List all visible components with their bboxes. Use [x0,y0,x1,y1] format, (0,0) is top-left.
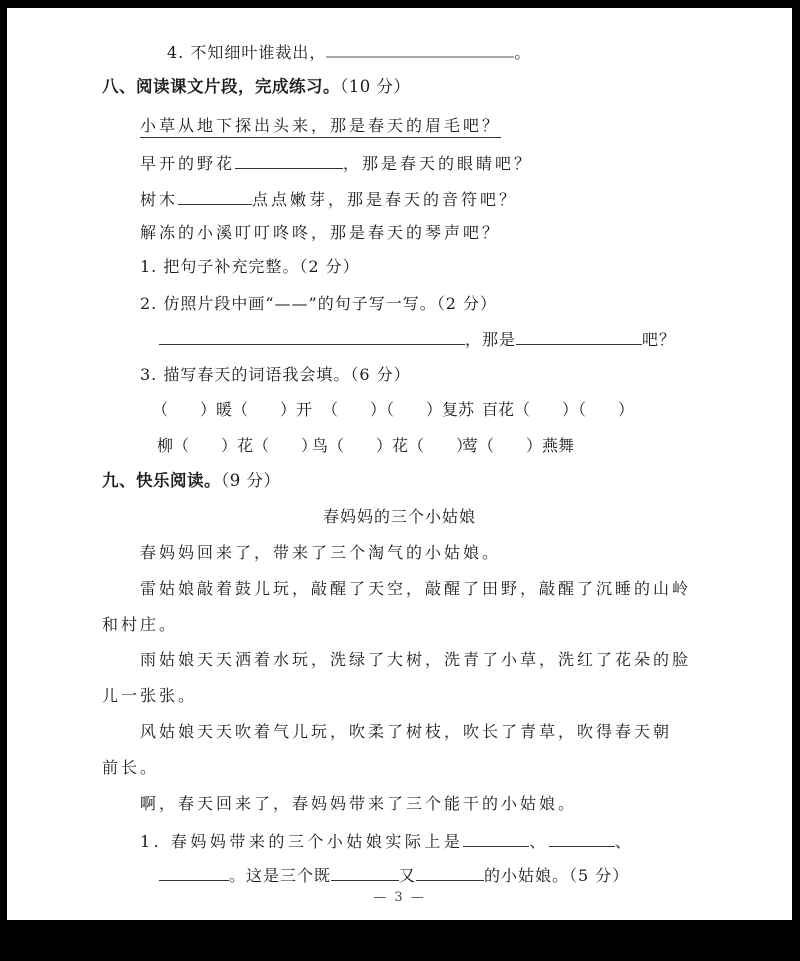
section-9-title: 九、快乐阅读。 [102,471,221,490]
worksheet-page [7,8,792,920]
question-8-2: 2. 仿照片段中画“——”的句子写一写。（2 分） [140,294,497,313]
story-paragraph: 雷姑娘敲着鼓儿玩，敲醒了天空，敲醒了田野，敲醒了沉睡的山岭 [140,579,692,598]
answer-blank[interactable] [416,864,484,881]
answer-blank[interactable] [178,188,252,205]
question-4-text: 4. 不知细叶谁裁出， [167,43,327,62]
section-8-title: 八、阅读课文片段，完成练习。 [102,77,340,96]
fill-item[interactable]: （ ）暖（ ）开 [152,400,313,419]
q9-1-text: 又 [399,866,417,885]
q9-1-text: 的小姑娘。（5 分） [484,866,630,885]
story-paragraph-cont: 和村庄。 [102,615,179,634]
story-paragraph: 啊，春天回来了，春妈妈带来了三个能干的小姑娘。 [140,794,578,813]
fill-row-1 [152,400,634,420]
q2-mid-text: ，那是 [465,330,517,349]
underlined-sentence: 小草从地下探出头来，那是春天的眉毛吧？ [140,116,501,138]
fill-item[interactable]: 莺（ ）燕舞 [462,436,575,455]
passage-line-3 [140,188,518,210]
question-9-1 [140,830,634,852]
story-title: 春妈妈的三个小姑娘 [322,507,476,526]
story-paragraph-cont: 前长。 [102,758,160,777]
question-9-1-cont [159,864,629,886]
q2-end-text: 吧？ [642,330,677,349]
passage-line-1 [140,116,501,136]
question-8-1: 1. 把句子补充完整。（2 分） [140,257,360,276]
question-8-2-answer [159,328,676,350]
passage-line-4 [140,223,501,243]
story-paragraph: 雨姑娘天天洒着水玩，洗绿了大树，洗青了小草，洗红了花朵的脸 [140,650,692,669]
answer-blank[interactable] [331,864,399,881]
passage-text: 早开的野花 [140,154,236,173]
separator: 、 [529,832,549,851]
passage-text: 树木 [140,190,179,209]
fill-item[interactable]: 鸟（ ）花（ ） [312,436,473,455]
passage-line-2 [140,152,533,174]
story-paragraph: 风姑娘天天吹着气儿玩，吹柔了树枝，吹长了青草，吹得春天朝 [140,722,673,741]
answer-blank[interactable] [516,328,642,345]
q9-1-text: 。这是三个既 [229,866,332,885]
fill-item[interactable]: 柳（ ）花（ ） [157,436,318,455]
question-4 [167,40,531,63]
fill-item[interactable]: （ ）（ ）复苏 [322,400,475,419]
passage-text: ，那是春天的眼睛吧？ [343,154,534,173]
section-9-heading [102,471,281,491]
question-4-end: 。 [514,43,532,62]
answer-blank[interactable] [463,830,529,847]
answer-blank[interactable] [549,830,615,847]
separator: 、 [614,832,635,851]
page-number: — 3 — [373,890,426,905]
fill-row-2 [157,436,574,456]
section-8-heading [102,77,411,97]
section-8-points: （10 分） [340,77,411,96]
story-paragraph-cont: 儿一张张。 [102,686,198,705]
answer-blank[interactable] [235,152,343,169]
passage-text: 解冻的小溪叮叮咚咚，那是春天的琴声吧？ [140,223,502,242]
answer-blank[interactable] [159,328,465,345]
answer-blank[interactable] [159,864,229,881]
fill-item[interactable]: 百花（ ）（ ） [482,400,635,419]
passage-text: 点点嫩芽，那是春天的音符吧？ [252,190,519,209]
answer-blank[interactable] [326,40,514,58]
question-8-3: 3. 描写春天的词语我会填。（6 分） [140,365,411,384]
story-paragraph: 春妈妈回来了，带来了三个淘气的小姑娘。 [140,543,502,562]
q9-1-text: 1. 春妈妈带来的三个小姑娘实际上是 [140,832,464,851]
section-9-points: （9 分） [221,471,281,490]
